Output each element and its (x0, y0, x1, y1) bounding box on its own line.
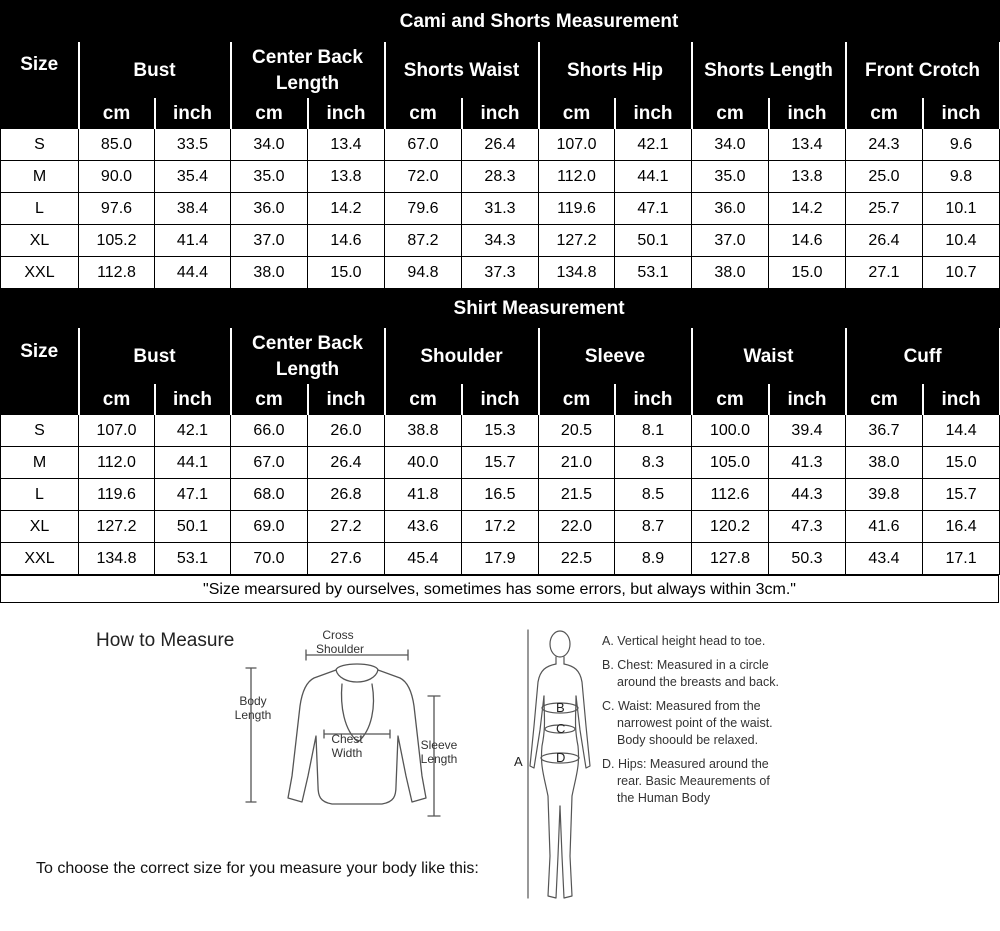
measure-steps (602, 633, 782, 814)
value-cell: 38.0 (846, 447, 923, 479)
value-cell: 13.4 (769, 129, 846, 161)
value-cell: 100.0 (692, 415, 769, 447)
body-figure-icon (510, 626, 600, 926)
value-cell: 15.7 (923, 479, 1000, 511)
size-cell: M (1, 161, 79, 193)
step-item: D. Hips: Measured around the rear. Basic Meaurements of the Human Body (602, 757, 770, 805)
size-cell: S (1, 415, 79, 447)
letter-a: A (514, 754, 523, 769)
size-cell: L (1, 479, 79, 511)
value-cell: 16.4 (923, 511, 1000, 543)
col-header: Shorts Waist (385, 43, 539, 99)
cami-shorts-table (0, 0, 1000, 289)
step-item: C. Waist: Measured from the narrowest point of the waist. Body shoould be relaxed. (602, 699, 773, 747)
value-cell: 38.4 (155, 193, 231, 225)
col-header: Sleeve (539, 329, 692, 385)
value-cell: 15.3 (462, 415, 539, 447)
unit-cell: inch (462, 99, 539, 129)
letter-d: D (556, 750, 566, 765)
unit-cell: inch (615, 99, 692, 129)
cross-shoulder-label: Cross Shoulder (316, 628, 365, 656)
value-cell: 28.3 (462, 161, 539, 193)
unit-cell: cm (231, 99, 308, 129)
value-cell: 8.5 (615, 479, 692, 511)
value-cell: 41.3 (769, 447, 846, 479)
col-header: Shoulder (385, 329, 539, 385)
value-cell: 8.3 (615, 447, 692, 479)
value-cell: 94.8 (385, 257, 462, 289)
value-cell: 35.4 (155, 161, 231, 193)
value-cell: 13.8 (308, 161, 385, 193)
size-row (1, 257, 1000, 289)
size-header: Size (1, 1, 79, 129)
col-header: Center Back Length (231, 329, 385, 385)
value-cell: 127.2 (539, 225, 615, 257)
value-cell: 8.7 (615, 511, 692, 543)
value-cell: 127.8 (692, 543, 769, 575)
col-header: Bust (79, 329, 231, 385)
unit-cell: cm (846, 99, 923, 129)
value-cell: 21.5 (539, 479, 615, 511)
unit-cell: cm (846, 385, 923, 415)
value-cell: 41.4 (155, 225, 231, 257)
value-cell: 26.0 (308, 415, 385, 447)
value-cell: 107.0 (539, 129, 615, 161)
measurement-note: "Size mearsured by ourselves, sometimes has some errors, but always within 3cm." (0, 575, 999, 603)
value-cell: 20.5 (539, 415, 615, 447)
value-cell: 112.6 (692, 479, 769, 511)
value-cell: 8.1 (615, 415, 692, 447)
value-cell: 112.0 (79, 447, 155, 479)
value-cell: 26.8 (308, 479, 385, 511)
value-cell: 44.1 (155, 447, 231, 479)
value-cell: 39.8 (846, 479, 923, 511)
unit-cell: cm (692, 99, 769, 129)
value-cell: 105.0 (692, 447, 769, 479)
value-cell: 35.0 (231, 161, 308, 193)
value-cell: 53.1 (155, 543, 231, 575)
unit-cell: inch (923, 99, 1000, 129)
cami-shorts-body (1, 129, 1000, 289)
value-cell: 26.4 (846, 225, 923, 257)
value-cell: 31.3 (462, 193, 539, 225)
unit-cell: cm (231, 385, 308, 415)
value-cell: 53.1 (615, 257, 692, 289)
value-cell: 38.0 (692, 257, 769, 289)
step-item: B. Chest: Measured in a circle around the breasts and back. (602, 658, 779, 689)
value-cell: 87.2 (385, 225, 462, 257)
value-cell: 97.6 (79, 193, 155, 225)
unit-cell: inch (308, 385, 385, 415)
value-cell: 14.6 (769, 225, 846, 257)
col-header: Front Crotch (846, 43, 1000, 99)
value-cell: 26.4 (462, 129, 539, 161)
unit-row (1, 385, 1000, 415)
value-cell: 24.3 (846, 129, 923, 161)
size-header: Size (1, 289, 79, 415)
size-row (1, 129, 1000, 161)
size-cell: XXL (1, 257, 79, 289)
value-cell: 15.0 (769, 257, 846, 289)
value-cell: 44.4 (155, 257, 231, 289)
unit-cell: inch (308, 99, 385, 129)
sleeve-length-label: Sleeve Length (420, 738, 458, 766)
value-cell: 36.0 (692, 193, 769, 225)
unit-cell: inch (923, 385, 1000, 415)
size-row (1, 225, 1000, 257)
measure-header-row (1, 329, 1000, 385)
value-cell: 22.0 (539, 511, 615, 543)
value-cell: 17.1 (923, 543, 1000, 575)
shirt-sketch-icon (236, 626, 466, 826)
value-cell: 67.0 (385, 129, 462, 161)
value-cell: 40.0 (385, 447, 462, 479)
value-cell: 69.0 (231, 511, 308, 543)
value-cell: 34.0 (231, 129, 308, 161)
value-cell: 15.7 (462, 447, 539, 479)
value-cell: 38.0 (231, 257, 308, 289)
body-length-label: Body Length (234, 694, 272, 722)
value-cell: 33.5 (155, 129, 231, 161)
value-cell: 21.0 (539, 447, 615, 479)
value-cell: 17.9 (462, 543, 539, 575)
value-cell: 66.0 (231, 415, 308, 447)
col-header: Shorts Length (692, 43, 846, 99)
unit-cell: cm (385, 99, 462, 129)
value-cell: 107.0 (79, 415, 155, 447)
value-cell: 120.2 (692, 511, 769, 543)
unit-cell: inch (462, 385, 539, 415)
unit-cell: cm (539, 385, 615, 415)
unit-cell: inch (615, 385, 692, 415)
value-cell: 36.7 (846, 415, 923, 447)
value-cell: 72.0 (385, 161, 462, 193)
table-title: Cami and Shorts Measurement (79, 1, 1000, 43)
value-cell: 14.4 (923, 415, 1000, 447)
value-cell: 47.3 (769, 511, 846, 543)
size-row (1, 447, 1000, 479)
value-cell: 37.0 (231, 225, 308, 257)
value-cell: 68.0 (231, 479, 308, 511)
value-cell: 15.0 (923, 447, 1000, 479)
unit-cell: inch (155, 385, 231, 415)
value-cell: 44.3 (769, 479, 846, 511)
value-cell: 36.0 (231, 193, 308, 225)
value-cell: 134.8 (79, 543, 155, 575)
value-cell: 41.6 (846, 511, 923, 543)
choose-size-text: To choose the correct size for you measure your body like this: (36, 860, 479, 877)
value-cell: 9.8 (923, 161, 1000, 193)
chest-width-label: Chest Width (331, 732, 363, 760)
value-cell: 14.6 (308, 225, 385, 257)
value-cell: 14.2 (769, 193, 846, 225)
value-cell: 90.0 (79, 161, 155, 193)
size-row (1, 161, 1000, 193)
value-cell: 26.4 (308, 447, 385, 479)
value-cell: 112.8 (79, 257, 155, 289)
value-cell: 27.1 (846, 257, 923, 289)
value-cell: 27.2 (308, 511, 385, 543)
value-cell: 42.1 (155, 415, 231, 447)
value-cell: 79.6 (385, 193, 462, 225)
value-cell: 16.5 (462, 479, 539, 511)
value-cell: 43.4 (846, 543, 923, 575)
value-cell: 105.2 (79, 225, 155, 257)
size-row (1, 511, 1000, 543)
value-cell: 119.6 (79, 479, 155, 511)
value-cell: 25.7 (846, 193, 923, 225)
value-cell: 14.2 (308, 193, 385, 225)
unit-cell: cm (692, 385, 769, 415)
col-header: Shorts Hip (539, 43, 692, 99)
size-row (1, 415, 1000, 447)
value-cell: 13.4 (308, 129, 385, 161)
how-to-measure-title: How to Measure (96, 630, 235, 651)
step-item: A. Vertical height head to toe. (602, 634, 766, 648)
value-cell: 47.1 (615, 193, 692, 225)
value-cell: 35.0 (692, 161, 769, 193)
value-cell: 50.1 (615, 225, 692, 257)
value-cell: 9.6 (923, 129, 1000, 161)
value-cell: 10.7 (923, 257, 1000, 289)
size-cell: XXL (1, 543, 79, 575)
value-cell: 37.3 (462, 257, 539, 289)
value-cell: 22.5 (539, 543, 615, 575)
value-cell: 44.1 (615, 161, 692, 193)
value-cell: 25.0 (846, 161, 923, 193)
value-cell: 8.9 (615, 543, 692, 575)
col-header: Center Back Length (231, 43, 385, 99)
col-header: Waist (692, 329, 846, 385)
value-cell: 41.8 (385, 479, 462, 511)
size-row (1, 193, 1000, 225)
value-cell: 38.8 (385, 415, 462, 447)
unit-cell: inch (769, 99, 846, 129)
value-cell: 70.0 (231, 543, 308, 575)
value-cell: 50.3 (769, 543, 846, 575)
size-cell: S (1, 129, 79, 161)
unit-row (1, 99, 1000, 129)
value-cell: 47.1 (155, 479, 231, 511)
size-row (1, 543, 1000, 575)
measure-header-row (1, 43, 1000, 99)
col-header: Cuff (846, 329, 1000, 385)
value-cell: 13.8 (769, 161, 846, 193)
value-cell: 45.4 (385, 543, 462, 575)
value-cell: 10.1 (923, 193, 1000, 225)
value-cell: 127.2 (79, 511, 155, 543)
size-row (1, 479, 1000, 511)
size-cell: XL (1, 225, 79, 257)
unit-cell: cm (79, 385, 155, 415)
value-cell: 42.1 (615, 129, 692, 161)
size-cell: M (1, 447, 79, 479)
value-cell: 10.4 (923, 225, 1000, 257)
letter-c: C (556, 721, 566, 736)
unit-cell: inch (769, 385, 846, 415)
value-cell: 134.8 (539, 257, 615, 289)
value-cell: 15.0 (308, 257, 385, 289)
value-cell: 34.3 (462, 225, 539, 257)
value-cell: 17.2 (462, 511, 539, 543)
value-cell: 112.0 (539, 161, 615, 193)
value-cell: 50.1 (155, 511, 231, 543)
letter-b: B (556, 700, 565, 715)
value-cell: 119.6 (539, 193, 615, 225)
unit-cell: cm (385, 385, 462, 415)
unit-cell: cm (79, 99, 155, 129)
shirt-body (1, 415, 1000, 575)
unit-cell: cm (539, 99, 615, 129)
size-cell: XL (1, 511, 79, 543)
value-cell: 39.4 (769, 415, 846, 447)
unit-cell: inch (155, 99, 231, 129)
value-cell: 34.0 (692, 129, 769, 161)
value-cell: 67.0 (231, 447, 308, 479)
size-cell: L (1, 193, 79, 225)
value-cell: 27.6 (308, 543, 385, 575)
shirt-table (0, 288, 1000, 575)
table-title: Shirt Measurement (79, 289, 1000, 329)
value-cell: 37.0 (692, 225, 769, 257)
value-cell: 43.6 (385, 511, 462, 543)
value-cell: 85.0 (79, 129, 155, 161)
col-header: Bust (79, 43, 231, 99)
